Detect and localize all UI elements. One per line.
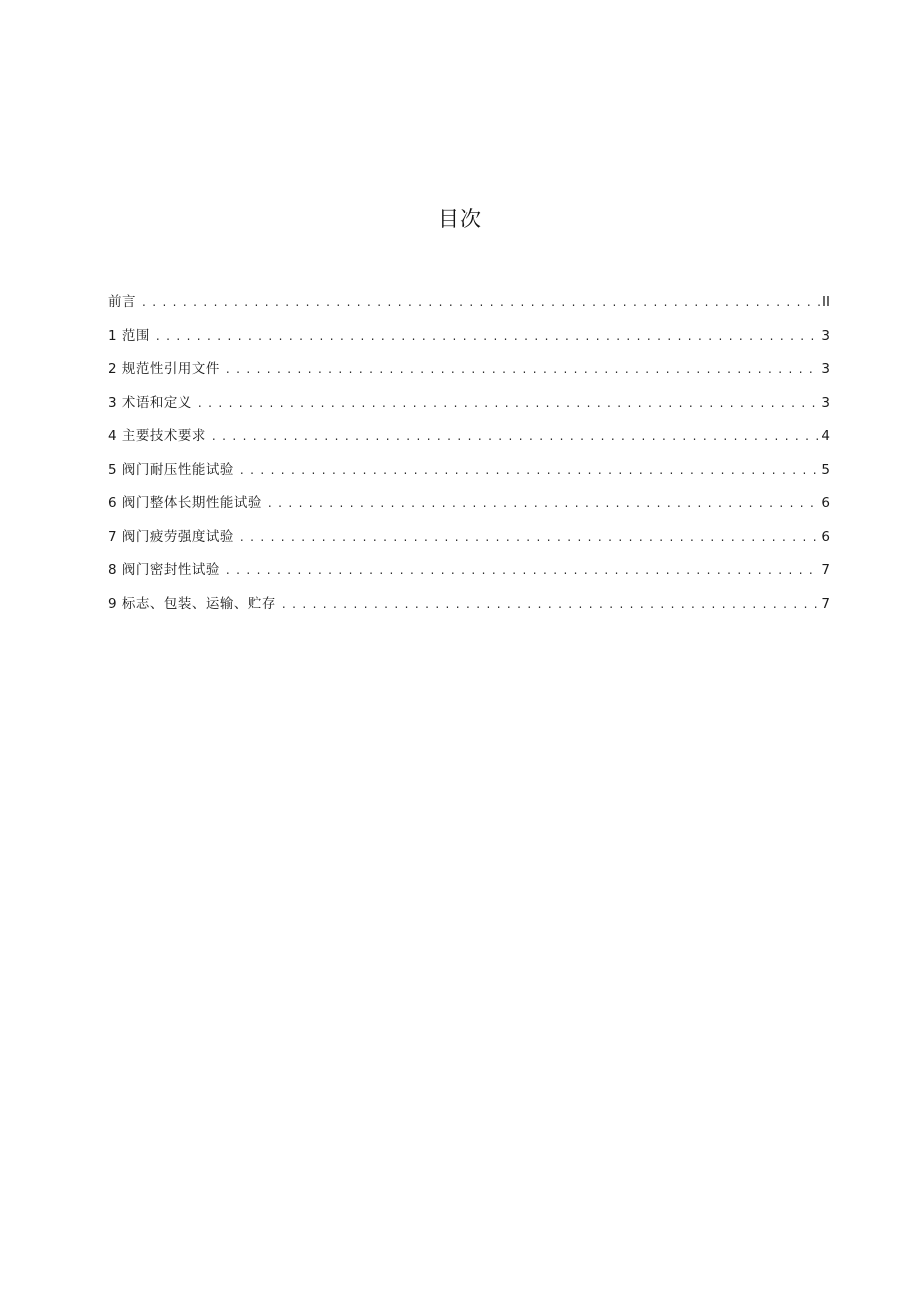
toc-entry-foreword[interactable] <box>108 286 830 320</box>
toc-entry-page: 5 <box>821 461 830 478</box>
toc-dot-leader <box>212 420 820 454</box>
toc-entry-label: 9 标志、包装、运输、贮存 <box>108 595 276 612</box>
toc-dot-leader <box>142 286 820 320</box>
toc-entry-page: 6 <box>821 528 830 545</box>
toc-entry-label: 5 阀门耐压性能试验 <box>108 461 234 478</box>
toc-entry-terms-definitions[interactable] <box>108 387 830 421</box>
toc-entry-page: 7 <box>821 562 830 578</box>
toc-entry-label: 6 阀门整体长期性能试验 <box>108 495 262 511</box>
toc-entry-label: 前言 <box>108 294 136 310</box>
toc-entry-page: 3 <box>821 361 830 377</box>
toc-entry-normative-references[interactable] <box>108 353 830 387</box>
toc-entry-sealing-test[interactable] <box>108 554 830 588</box>
toc-dot-leader <box>268 487 820 521</box>
toc-entry-technical-requirements[interactable] <box>108 420 830 454</box>
toc-entry-long-term-test[interactable] <box>108 487 830 521</box>
toc-entry-label: 2 规范性引用文件 <box>108 361 220 377</box>
toc-dot-leader <box>226 554 820 588</box>
toc-dot-leader <box>282 588 820 622</box>
toc-entry-label: 1 范围 <box>108 327 150 344</box>
toc-dot-leader <box>198 387 820 421</box>
toc-entry-page: 3 <box>821 327 830 344</box>
toc-entry-marking-packaging[interactable] <box>108 588 830 622</box>
toc-entry-fatigue-test[interactable] <box>108 521 830 555</box>
toc-entry-page: 3 <box>821 394 830 411</box>
toc-entry-page: II <box>822 294 830 310</box>
toc-dot-leader <box>226 353 820 387</box>
table-of-contents <box>108 286 830 621</box>
toc-entry-label: 7 阀门疲劳强度试验 <box>108 528 234 545</box>
toc-title: 目次 <box>438 207 482 231</box>
toc-entry-page: 7 <box>821 595 830 612</box>
toc-entry-page: 6 <box>821 495 830 511</box>
toc-entry-label: 3 术语和定义 <box>108 394 192 411</box>
toc-entry-scope[interactable] <box>108 320 830 354</box>
toc-entry-pressure-test[interactable] <box>108 454 830 488</box>
toc-dot-leader <box>156 320 820 354</box>
toc-entry-label: 4 主要技术要求 <box>108 428 206 444</box>
toc-entry-page: 4 <box>821 428 830 444</box>
toc-entry-label: 8 阀门密封性试验 <box>108 562 220 578</box>
toc-dot-leader <box>240 454 820 488</box>
toc-dot-leader <box>240 521 820 555</box>
